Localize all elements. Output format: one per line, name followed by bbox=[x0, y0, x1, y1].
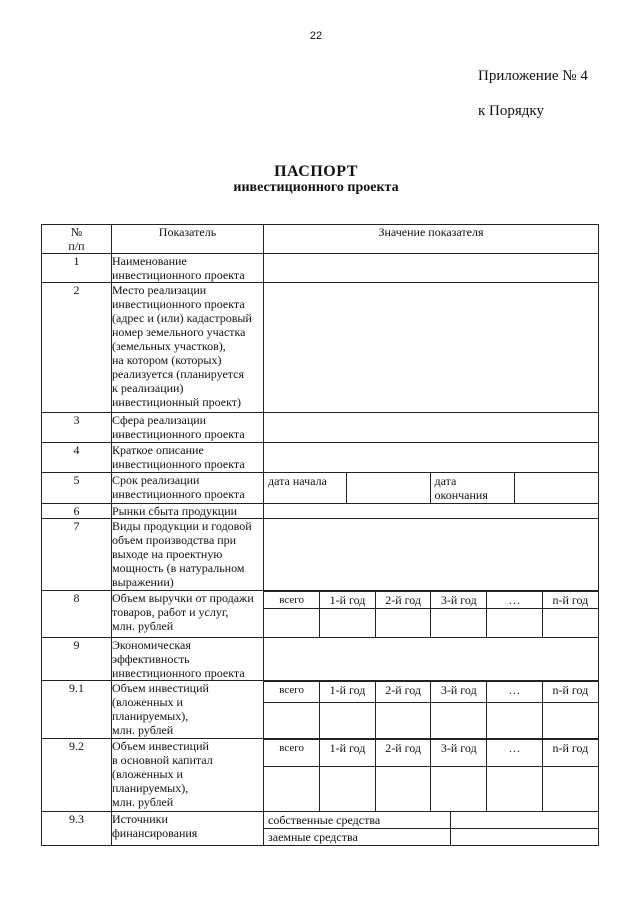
row-number: 4 bbox=[42, 443, 112, 473]
table-row bbox=[42, 443, 599, 473]
row-value-cell[interactable] bbox=[264, 504, 599, 519]
row-indicator: Объем инвестиций (вложенных и планируемых), млн. рублей bbox=[112, 681, 264, 739]
years-subtable bbox=[264, 681, 598, 738]
row-value-cell[interactable] bbox=[264, 413, 599, 443]
year-value-cell[interactable] bbox=[320, 609, 376, 638]
table-row bbox=[42, 283, 599, 413]
year-header: … bbox=[487, 682, 543, 703]
row-indicator: Экономическая эффективность инвестиционного проекта bbox=[112, 638, 264, 681]
year-value-cell[interactable] bbox=[431, 766, 487, 811]
year-value-cell[interactable] bbox=[487, 703, 543, 738]
year-header: 1-й год bbox=[320, 740, 376, 767]
year-value-cell[interactable] bbox=[431, 703, 487, 738]
borrowed-funds-value[interactable] bbox=[450, 829, 598, 846]
row-value-cell[interactable] bbox=[264, 254, 599, 283]
year-header: … bbox=[487, 740, 543, 767]
financing-cell bbox=[264, 812, 599, 846]
year-header: n-й год bbox=[542, 682, 598, 703]
table-row bbox=[42, 519, 599, 591]
row-number: 9 bbox=[42, 638, 112, 681]
years-cell bbox=[264, 739, 599, 812]
years-cell bbox=[264, 681, 599, 739]
year-header: 1-й год bbox=[320, 682, 376, 703]
years-cell bbox=[264, 591, 599, 638]
year-header: … bbox=[487, 592, 543, 609]
row-value-cell[interactable] bbox=[264, 283, 599, 413]
year-value-cell[interactable] bbox=[375, 609, 431, 638]
year-value-cell[interactable] bbox=[487, 609, 543, 638]
year-value-cell[interactable] bbox=[375, 703, 431, 738]
table-row bbox=[42, 254, 599, 283]
year-header: всего bbox=[264, 740, 320, 767]
year-value-cell[interactable] bbox=[542, 703, 598, 738]
table-row bbox=[42, 473, 599, 504]
row-number: 9.3 bbox=[42, 812, 112, 846]
row-number: 8 bbox=[42, 591, 112, 638]
term-subtable bbox=[264, 473, 598, 503]
year-header: 2-й год bbox=[375, 682, 431, 703]
row-number: 5 bbox=[42, 473, 112, 504]
appendix-reference: к Порядку bbox=[478, 103, 544, 119]
passport-table bbox=[41, 224, 599, 846]
row-indicator: Срок реализации инвестиционного проекта bbox=[112, 473, 264, 504]
own-funds-label: собственные средства bbox=[268, 813, 381, 827]
year-header: 2-й год bbox=[375, 740, 431, 767]
end-date-label: дата окончания bbox=[430, 473, 514, 503]
header-indicator: Показатель bbox=[112, 225, 264, 254]
row-number: 6 bbox=[42, 504, 112, 519]
year-header: 3-й год bbox=[431, 740, 487, 767]
header-number: № п/п bbox=[42, 225, 112, 254]
table-row bbox=[42, 504, 599, 519]
header-row bbox=[42, 225, 599, 254]
year-value-cell[interactable] bbox=[487, 766, 543, 811]
row-indicator: Краткое описание инвестиционного проекта bbox=[112, 443, 264, 473]
row-indicator: Наименование инвестиционного проекта bbox=[112, 254, 264, 283]
own-funds-value[interactable] bbox=[450, 812, 598, 829]
row-indicator: Объем инвестиций в основной капитал (вложенных и планируемых), млн. рублей bbox=[112, 739, 264, 812]
borrowed-funds-label: заемные средства bbox=[264, 829, 450, 846]
row-indicator: Рынки сбыта продукции bbox=[112, 504, 264, 519]
table-row bbox=[42, 591, 599, 638]
row-indicator: Место реализации инвестиционного проекта (адрес и (или) кадастровый номер земельного участка (земельных участков), на котором (которых) реализуется (планируется к реализации) инвестиционный проект) bbox=[112, 283, 264, 413]
start-date-label: дата начала bbox=[268, 474, 327, 488]
year-value-cell[interactable] bbox=[320, 766, 376, 811]
row-indicator: Объем выручки от продажи товаров, работ и услуг, млн. рублей bbox=[112, 591, 264, 638]
financing-subtable bbox=[264, 812, 598, 845]
year-value-cell[interactable] bbox=[264, 703, 320, 738]
years-subtable bbox=[264, 591, 598, 637]
header-value: Значение показателя bbox=[264, 225, 599, 254]
document-subtitle: инвестиционного проекта bbox=[233, 180, 399, 195]
year-value-cell[interactable] bbox=[264, 766, 320, 811]
years-subtable bbox=[264, 739, 598, 811]
table-row bbox=[42, 812, 599, 846]
year-header: 3-й год bbox=[431, 592, 487, 609]
document-title: ПАСПОРТ bbox=[274, 163, 358, 180]
end-date-value[interactable] bbox=[514, 473, 598, 503]
row-indicator: Виды продукции и годовой объем производства при выходе на проектную мощность (в натуральном выражении) bbox=[112, 519, 264, 591]
page-number: 22 bbox=[309, 30, 323, 42]
table-row bbox=[42, 739, 599, 812]
year-header: n-й год bbox=[542, 592, 598, 609]
year-header: n-й год bbox=[542, 740, 598, 767]
year-value-cell[interactable] bbox=[375, 766, 431, 811]
table-row bbox=[42, 413, 599, 443]
row-number: 3 bbox=[42, 413, 112, 443]
row-value-cell[interactable] bbox=[264, 638, 599, 681]
year-value-cell[interactable] bbox=[542, 609, 598, 638]
row-number: 7 bbox=[42, 519, 112, 591]
year-header: 1-й год bbox=[320, 592, 376, 609]
year-value-cell[interactable] bbox=[431, 609, 487, 638]
term-cell bbox=[264, 473, 599, 504]
row-indicator: Сфера реализации инвестиционного проекта bbox=[112, 413, 264, 443]
appendix-title: Приложение № 4 bbox=[478, 68, 588, 84]
year-header: 2-й год bbox=[375, 592, 431, 609]
year-header: 3-й год bbox=[431, 682, 487, 703]
row-indicator: Источники финансирования bbox=[112, 812, 264, 846]
year-value-cell[interactable] bbox=[542, 766, 598, 811]
row-number: 9.2 bbox=[42, 739, 112, 812]
year-value-cell[interactable] bbox=[320, 703, 376, 738]
start-date-value[interactable] bbox=[346, 473, 430, 503]
row-value-cell[interactable] bbox=[264, 519, 599, 591]
year-header: всего bbox=[264, 682, 320, 703]
row-number: 2 bbox=[42, 283, 112, 413]
year-header: всего bbox=[264, 592, 320, 609]
row-value-cell[interactable] bbox=[264, 443, 599, 473]
table-row bbox=[42, 638, 599, 681]
year-value-cell[interactable] bbox=[264, 609, 320, 638]
row-number: 9.1 bbox=[42, 681, 112, 739]
row-number: 1 bbox=[42, 254, 112, 283]
table-row bbox=[42, 681, 599, 739]
